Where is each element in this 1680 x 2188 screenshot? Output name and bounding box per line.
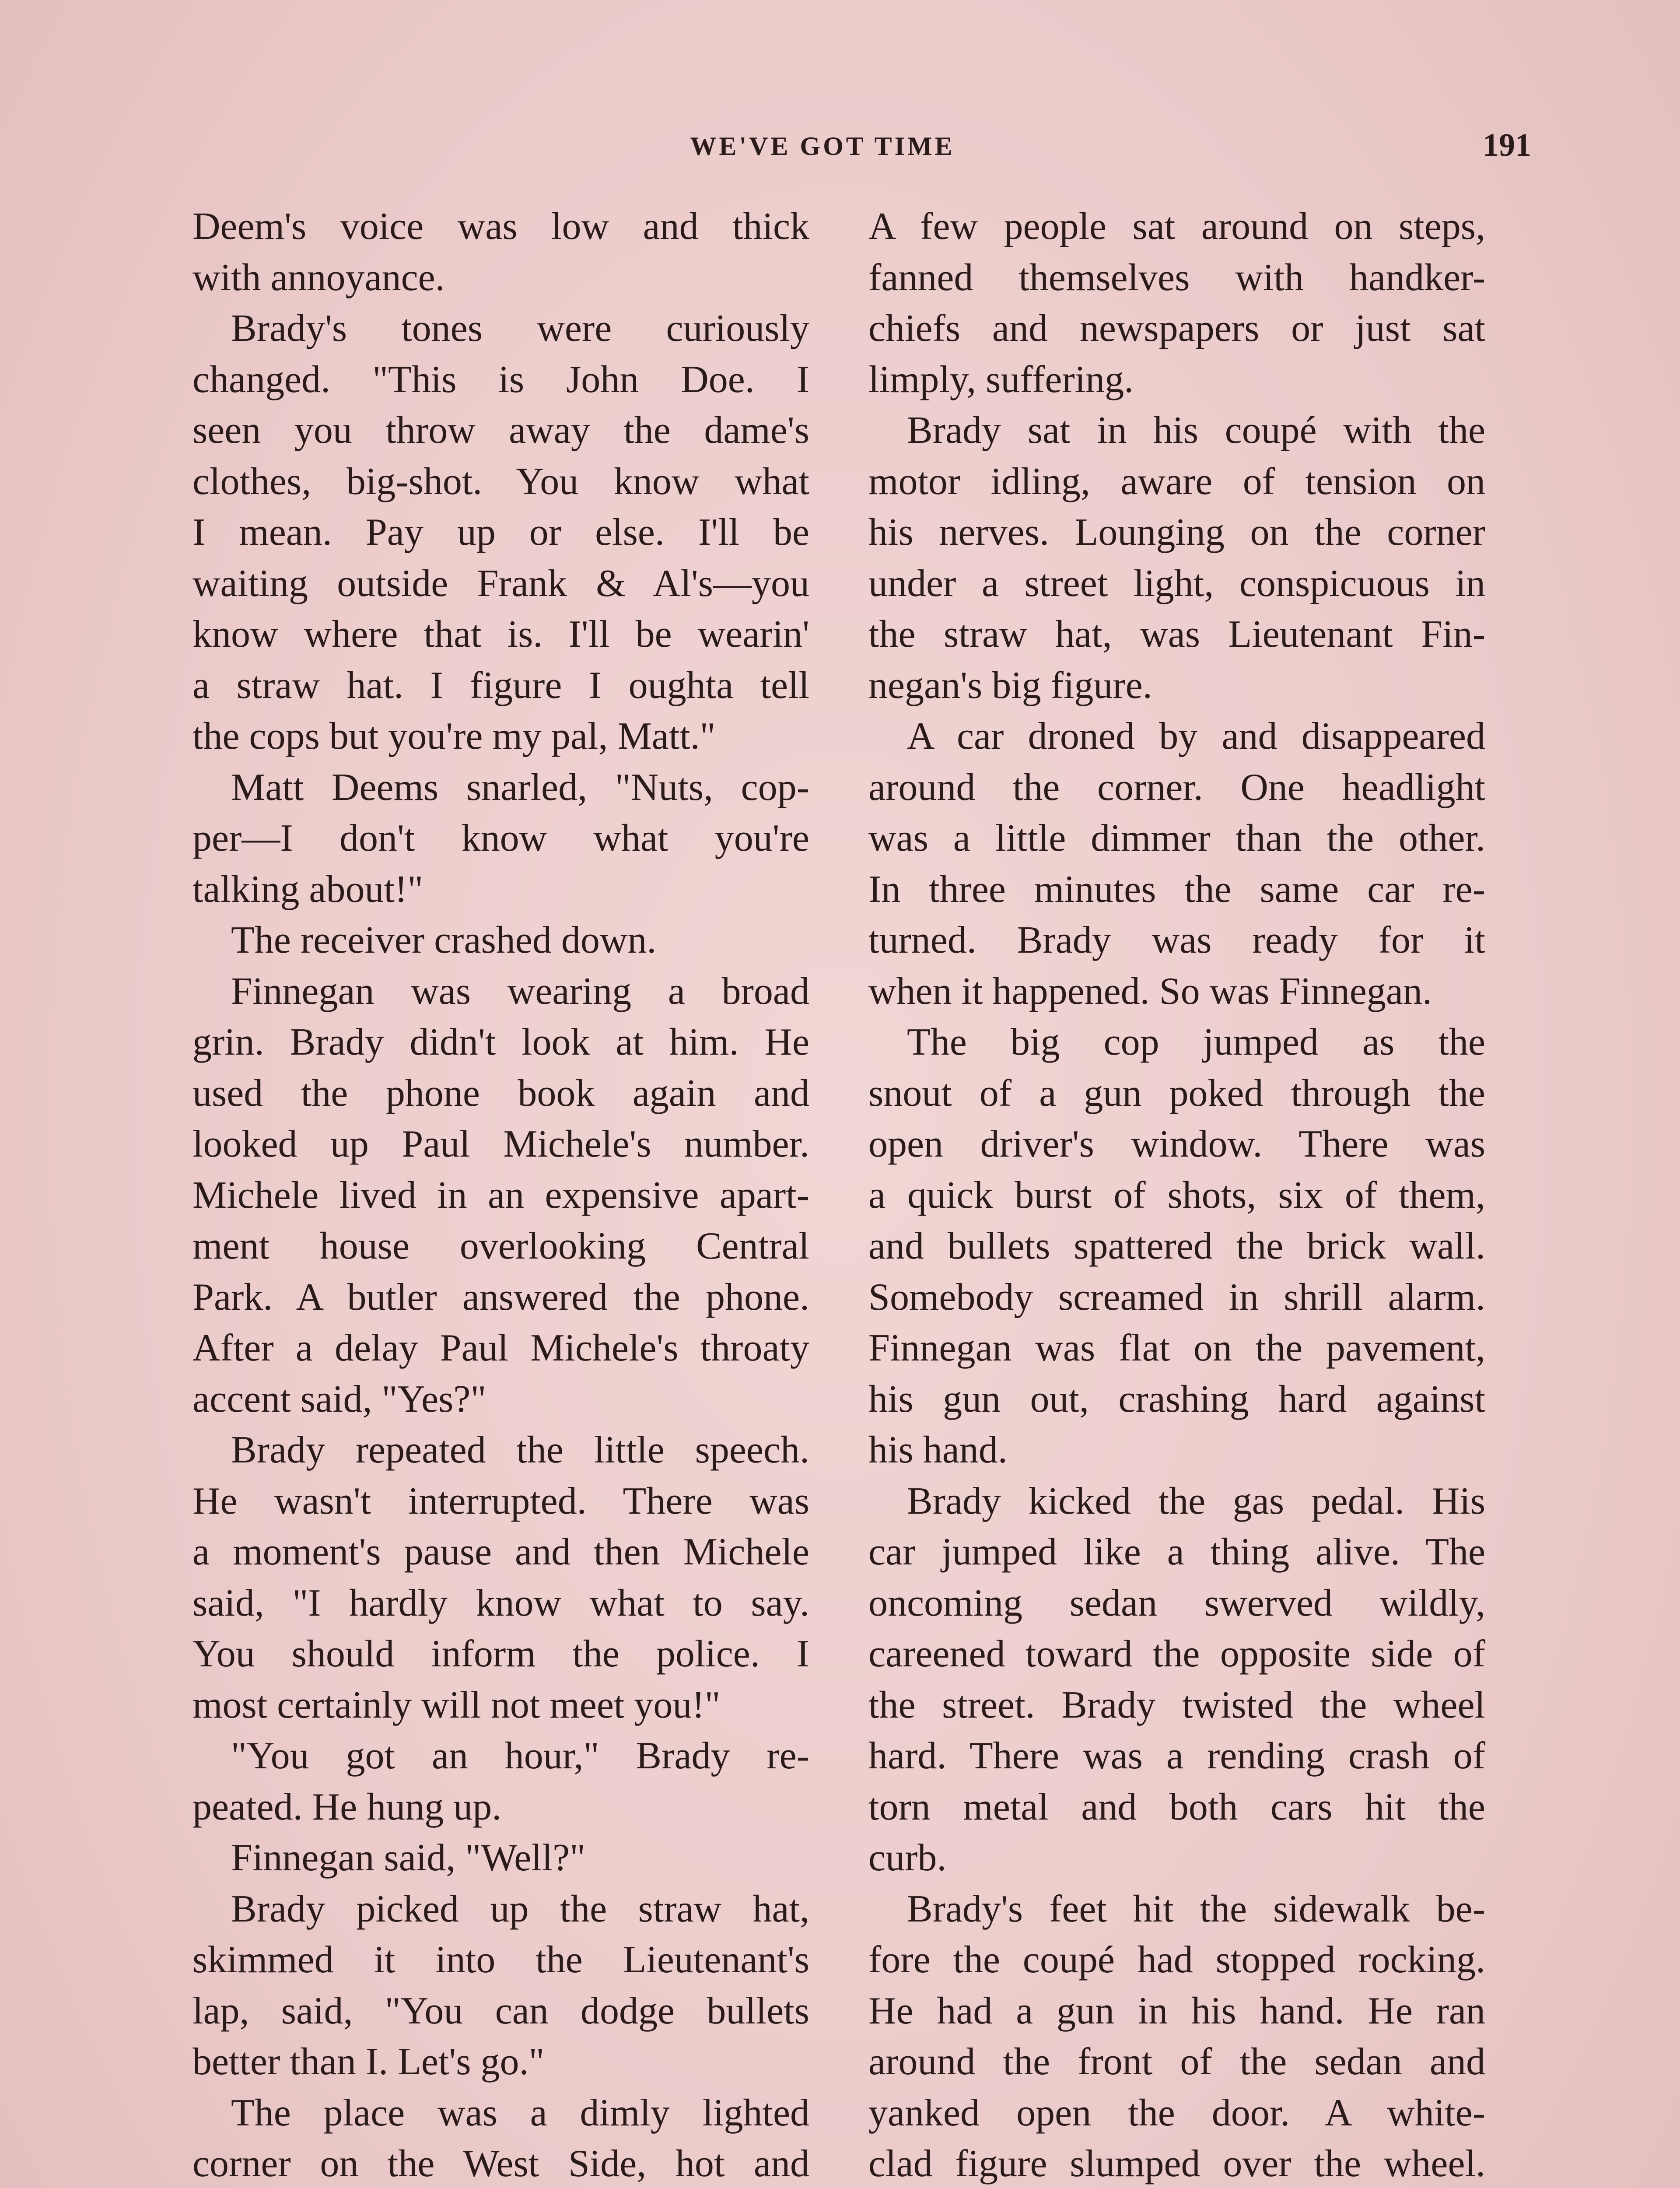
text-line: fore the coupé had stopped rocking. bbox=[868, 1939, 1485, 1981]
text-line: turned. Brady was ready for it bbox=[868, 919, 1485, 961]
text-line: curb. bbox=[868, 1837, 947, 1879]
text-line: Finnegan was flat on the pavement, bbox=[868, 1327, 1485, 1369]
text-line: careened toward the opposite side of bbox=[868, 1633, 1485, 1675]
text-line: The place was a dimly lighted bbox=[231, 2091, 809, 2134]
text-line: the cops but you're my pal, Matt." bbox=[192, 715, 716, 757]
text-line: A few people sat around on steps, bbox=[868, 205, 1485, 248]
text-line: seen you throw away the dame's bbox=[192, 409, 809, 452]
text-line: know where that is. I'll be wearin' bbox=[192, 613, 809, 656]
text-line: peated. He hung up. bbox=[192, 1785, 502, 1828]
text-line: Brady kicked the gas pedal. His bbox=[907, 1480, 1485, 1522]
text-line: was a little dimmer than the other. bbox=[868, 817, 1485, 859]
text-line: grin. Brady didn't look at him. He bbox=[192, 1021, 809, 1063]
text-line: the street. Brady twisted the wheel bbox=[868, 1683, 1485, 1726]
text-line: his gun out, crashing hard against bbox=[868, 1378, 1485, 1420]
text-line: used the phone book again and bbox=[192, 1072, 809, 1115]
text-line: Brady repeated the little speech. bbox=[231, 1429, 809, 1471]
text-line: corner on the West Side, hot and bbox=[192, 2142, 809, 2185]
text-line: around the front of the sedan and bbox=[868, 2041, 1485, 2083]
text-line: when it happened. So was Finnegan. bbox=[868, 970, 1432, 1013]
text-line: chiefs and newspapers or just sat bbox=[868, 307, 1485, 350]
text-line: He had a gun in his hand. He ran bbox=[868, 1989, 1485, 2032]
text-line: "You got an hour," Brady re- bbox=[231, 1735, 809, 1777]
text-line: and bullets spattered the brick wall. bbox=[868, 1225, 1485, 1267]
text-line: snout of a gun poked through the bbox=[868, 1072, 1485, 1115]
text-line: his hand. bbox=[868, 1429, 1008, 1471]
text-line: clothes, big-shot. You know what bbox=[192, 460, 809, 503]
text-line: Deem's voice was low and thick bbox=[192, 205, 809, 248]
text-line: In three minutes the same car re- bbox=[868, 868, 1485, 911]
text-line: ment house overlooking Central bbox=[192, 1225, 809, 1267]
text-line: his nerves. Lounging on the corner bbox=[868, 511, 1485, 554]
text-line: Finnegan was wearing a broad bbox=[231, 970, 809, 1013]
text-line: Brady sat in his coupé with the bbox=[907, 409, 1485, 452]
text-line: Brady's tones were curiously bbox=[231, 307, 809, 350]
text-line: hard. There was a rending crash of bbox=[868, 1735, 1485, 1777]
text-line: Brady's feet hit the sidewalk be- bbox=[907, 1887, 1485, 1930]
text-line: yanked open the door. A white- bbox=[868, 2091, 1485, 2134]
text-line: After a delay Paul Michele's throaty bbox=[192, 1327, 809, 1369]
text-line: car jumped like a thing alive. The bbox=[868, 1531, 1485, 1573]
text-line: a quick burst of shots, six of them, bbox=[868, 1174, 1485, 1217]
text-line: per—I don't know what you're bbox=[192, 817, 809, 859]
text-line: fanned themselves with handker- bbox=[868, 256, 1485, 299]
text-line: talking about!" bbox=[192, 868, 424, 911]
text-line: under a street light, conspicuous in bbox=[868, 562, 1485, 605]
text-line: Matt Deems snarled, "Nuts, cop- bbox=[231, 766, 809, 809]
text-line: skimmed it into the Lieutenant's bbox=[192, 1939, 809, 1981]
text-line: Finnegan said, "Well?" bbox=[231, 1837, 586, 1879]
text-line: The receiver crashed down. bbox=[231, 919, 657, 961]
text-line: with annoyance. bbox=[192, 256, 445, 299]
text-line: said, "I hardly know what to say. bbox=[192, 1581, 809, 1624]
text-line: Brady picked up the straw hat, bbox=[231, 1887, 809, 1930]
text-line: limply, suffering. bbox=[868, 358, 1134, 401]
running-title: WE'VE GOT TIME bbox=[690, 132, 955, 161]
text-line: A car droned by and disappeared bbox=[907, 715, 1485, 757]
text-line: motor idling, aware of tension on bbox=[868, 460, 1485, 503]
left-text-column bbox=[192, 201, 809, 2188]
text-line: around the corner. One headlight bbox=[868, 766, 1485, 809]
text-line: I mean. Pay up or else. I'll be bbox=[192, 511, 809, 554]
text-line: lap, said, "You can dodge bullets bbox=[192, 1989, 809, 2032]
text-line: The big cop jumped as the bbox=[907, 1021, 1485, 1063]
text-line: better than I. Let's go." bbox=[192, 2041, 545, 2083]
text-line: oncoming sedan swerved wildly, bbox=[868, 1581, 1485, 1624]
text-line: Michele lived in an expensive apart- bbox=[192, 1174, 809, 1217]
text-line: clad figure slumped over the wheel. bbox=[868, 2142, 1485, 2185]
text-line: waiting outside Frank & Al's—you bbox=[192, 562, 809, 605]
text-line: accent said, "Yes?" bbox=[192, 1378, 486, 1420]
text-line: a straw hat. I figure I oughta tell bbox=[192, 664, 809, 707]
text-line: changed. "This is John Doe. I bbox=[192, 358, 809, 401]
text-line: Somebody screamed in shrill alarm. bbox=[868, 1276, 1485, 1318]
text-line: looked up Paul Michele's number. bbox=[192, 1123, 809, 1165]
text-line: Park. A butler answered the phone. bbox=[192, 1276, 809, 1318]
text-line: He wasn't interrupted. There was bbox=[192, 1480, 809, 1522]
text-line: You should inform the police. I bbox=[192, 1633, 809, 1675]
right-text-column bbox=[868, 201, 1485, 2188]
text-line: a moment's pause and then Michele bbox=[192, 1531, 809, 1573]
page-number: 191 bbox=[1483, 127, 1531, 163]
text-line: torn metal and both cars hit the bbox=[868, 1785, 1485, 1828]
text-line: most certainly will not meet you!" bbox=[192, 1683, 721, 1726]
text-line: open driver's window. There was bbox=[868, 1123, 1485, 1165]
text-line: the straw hat, was Lieutenant Fin- bbox=[868, 613, 1485, 656]
text-line: negan's big figure. bbox=[868, 664, 1152, 707]
